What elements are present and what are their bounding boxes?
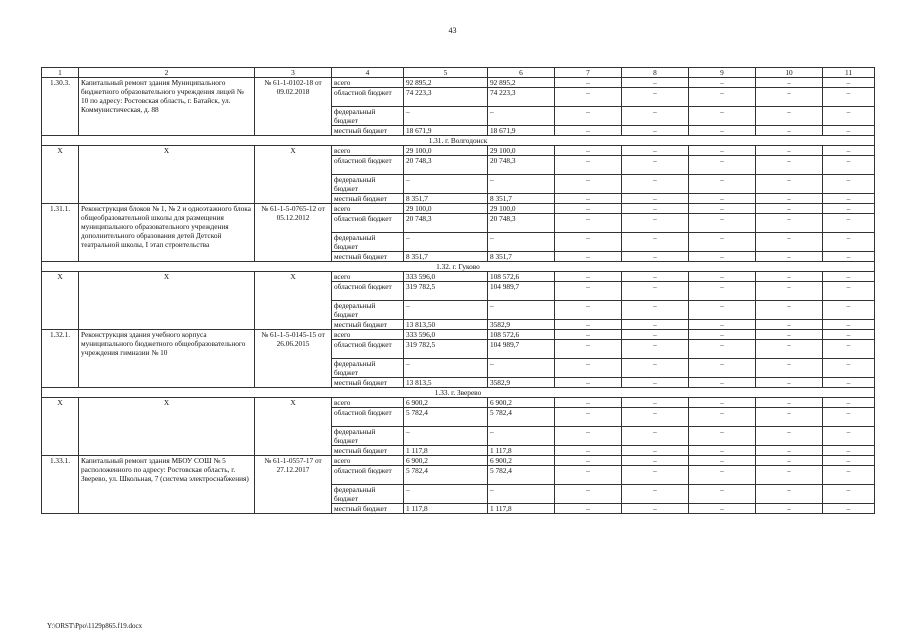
amount-cell: – — [756, 252, 823, 262]
column-header: 11 — [823, 68, 875, 78]
table-row — [42, 78, 875, 88]
amount-cell: – — [404, 233, 488, 252]
amount-cell: – — [622, 252, 689, 262]
amount-cell: – — [622, 359, 689, 378]
amount-cell: – — [622, 175, 689, 194]
amount-cell: 8 351,7 — [404, 194, 488, 204]
amount-cell: – — [689, 233, 756, 252]
amount-cell: 20 748,3 — [404, 214, 488, 233]
amount-cell: – — [488, 359, 555, 378]
amount-cell: 5 782,4 — [488, 408, 555, 427]
amount-cell: – — [689, 408, 756, 427]
amount-cell: – — [488, 107, 555, 126]
column-header: 5 — [404, 68, 488, 78]
row-number: 1.30.3. — [42, 78, 79, 136]
amount-cell: – — [622, 466, 689, 485]
amount-cell: 13 813,50 — [404, 320, 488, 330]
column-header: 1 — [42, 68, 79, 78]
funding-source: федеральный бюджет — [332, 359, 404, 378]
funding-source: федеральный бюджет — [332, 107, 404, 126]
amount-cell: – — [756, 88, 823, 107]
funding-source: федеральный бюджет — [332, 233, 404, 252]
amount-cell: 319 782,5 — [404, 340, 488, 359]
amount-cell: – — [756, 233, 823, 252]
amount-cell: – — [689, 378, 756, 388]
amount-cell: 74 223,3 — [488, 88, 555, 107]
amount-cell: – — [823, 194, 875, 204]
amount-cell: – — [756, 320, 823, 330]
amount-cell: – — [555, 378, 622, 388]
amount-cell: 20 748,3 — [488, 214, 555, 233]
group-row — [42, 136, 875, 146]
amount-cell: – — [555, 272, 622, 282]
amount-cell: 1 117,8 — [404, 504, 488, 514]
amount-cell: – — [622, 194, 689, 204]
object-name: X — [79, 146, 255, 204]
document-ref: № 61-1-5-0765-12 от 05.12.2012 — [255, 204, 332, 262]
table-row — [42, 204, 875, 214]
amount-cell: – — [823, 359, 875, 378]
amount-cell: – — [622, 233, 689, 252]
group-row — [42, 388, 875, 398]
amount-cell: – — [622, 320, 689, 330]
amount-cell: – — [823, 504, 875, 514]
amount-cell: – — [622, 88, 689, 107]
amount-cell: – — [555, 466, 622, 485]
amount-cell: – — [555, 485, 622, 504]
funding-source: федеральный бюджет — [332, 175, 404, 194]
object-name: X — [79, 398, 255, 456]
amount-cell: – — [555, 456, 622, 466]
funding-source: всего — [332, 330, 404, 340]
amount-cell: 92 895,2 — [488, 78, 555, 88]
amount-cell: – — [622, 340, 689, 359]
amount-cell: – — [622, 78, 689, 88]
amount-cell: – — [689, 146, 756, 156]
column-header: 7 — [555, 68, 622, 78]
amount-cell: – — [555, 214, 622, 233]
amount-cell: – — [488, 175, 555, 194]
funding-source: местный бюджет — [332, 504, 404, 514]
column-header: 6 — [488, 68, 555, 78]
object-name: X — [79, 272, 255, 330]
amount-cell: – — [823, 88, 875, 107]
funding-source: местный бюджет — [332, 194, 404, 204]
amount-cell: 5 782,4 — [488, 466, 555, 485]
row-number: 1.31.1. — [42, 204, 79, 262]
amount-cell: – — [488, 301, 555, 320]
amount-cell: 6 900,2 — [488, 456, 555, 466]
amount-cell: – — [823, 78, 875, 88]
amount-cell: – — [622, 214, 689, 233]
amount-cell: – — [555, 330, 622, 340]
amount-cell: 29 100,0 — [488, 146, 555, 156]
amount-cell: – — [404, 301, 488, 320]
amount-cell: – — [689, 282, 756, 301]
amount-cell: – — [823, 214, 875, 233]
amount-cell: – — [823, 126, 875, 136]
amount-cell: 6 900,2 — [404, 398, 488, 408]
funding-source: местный бюджет — [332, 126, 404, 136]
amount-cell: – — [488, 233, 555, 252]
funding-source: федеральный бюджет — [332, 485, 404, 504]
amount-cell: – — [756, 156, 823, 175]
amount-cell: – — [823, 485, 875, 504]
amount-cell: – — [622, 504, 689, 514]
amount-cell: – — [555, 320, 622, 330]
amount-cell: – — [689, 126, 756, 136]
document-ref: X — [255, 146, 332, 204]
amount-cell: – — [404, 485, 488, 504]
column-header: 4 — [332, 68, 404, 78]
amount-cell: – — [823, 446, 875, 456]
amount-cell: – — [756, 408, 823, 427]
amount-cell: – — [555, 359, 622, 378]
amount-cell: – — [622, 456, 689, 466]
amount-cell: – — [555, 175, 622, 194]
amount-cell: – — [404, 359, 488, 378]
object-name: Капитальный ремонт здания Муниципального бюджетного образовательного учреждения лицей № 10 по адресу: Ростовская область, г. Батайск, ул. Коммунистическая, д. 88 — [79, 78, 255, 136]
amount-cell: – — [756, 194, 823, 204]
amount-cell: – — [689, 88, 756, 107]
amount-cell: – — [555, 107, 622, 126]
amount-cell: – — [622, 156, 689, 175]
document-ref: № 61-1-0557-17 от 27.12.2017 — [255, 456, 332, 514]
amount-cell: – — [823, 233, 875, 252]
amount-cell: – — [622, 204, 689, 214]
amount-cell: – — [555, 78, 622, 88]
row-number: X — [42, 398, 79, 456]
amount-cell: – — [689, 485, 756, 504]
column-header: 8 — [622, 68, 689, 78]
amount-cell: 20 748,3 — [404, 156, 488, 175]
amount-cell: 20 748,3 — [488, 156, 555, 175]
amount-cell: 6 900,2 — [404, 456, 488, 466]
amount-cell: – — [622, 301, 689, 320]
amount-cell: – — [756, 175, 823, 194]
group-title: 1.32. г. Гуково — [42, 262, 875, 272]
amount-cell: – — [756, 504, 823, 514]
amount-cell: – — [622, 330, 689, 340]
amount-cell: – — [756, 107, 823, 126]
funding-source: федеральный бюджет — [332, 301, 404, 320]
row-number: X — [42, 272, 79, 330]
funding-source: местный бюджет — [332, 320, 404, 330]
object-name: Реконструкция блоков № 1, № 2 и одноэтажного блока общеобразовательной школы для размещения муниципального образовательного учреждения дополнительного образования детей Детской театральной школы, I этап строительства — [79, 204, 255, 262]
column-header: 3 — [255, 68, 332, 78]
amount-cell: – — [823, 466, 875, 485]
amount-cell: – — [689, 330, 756, 340]
funding-source: всего — [332, 272, 404, 282]
amount-cell: – — [823, 252, 875, 262]
amount-cell: – — [555, 398, 622, 408]
amount-cell: – — [689, 359, 756, 378]
amount-cell: – — [823, 398, 875, 408]
funding-source: областной бюджет — [332, 214, 404, 233]
column-header: 9 — [689, 68, 756, 78]
amount-cell: – — [823, 378, 875, 388]
amount-cell: – — [622, 446, 689, 456]
amount-cell: 18 671,9 — [404, 126, 488, 136]
amount-cell: 3582,9 — [488, 378, 555, 388]
amount-cell: 1 117,8 — [404, 446, 488, 456]
document-ref: X — [255, 272, 332, 330]
amount-cell: – — [756, 282, 823, 301]
file-path-footer: Y:\ORST\Ppo\1129p865.f19.docx — [47, 622, 143, 630]
amount-cell: – — [555, 408, 622, 427]
table-row — [42, 272, 875, 282]
amount-cell: – — [689, 175, 756, 194]
amount-cell: – — [823, 272, 875, 282]
amount-cell: – — [555, 156, 622, 175]
amount-cell: – — [555, 282, 622, 301]
amount-cell: – — [823, 107, 875, 126]
funding-source: всего — [332, 398, 404, 408]
funding-source: областной бюджет — [332, 340, 404, 359]
amount-cell: – — [555, 427, 622, 446]
page-number: 43 — [448, 26, 457, 35]
column-header: 2 — [79, 68, 255, 78]
amount-cell: – — [756, 126, 823, 136]
amount-cell: – — [555, 204, 622, 214]
table-row — [42, 398, 875, 408]
amount-cell: – — [823, 204, 875, 214]
document-ref: № 61-1-5-0145-15 от 26.06.2015 — [255, 330, 332, 388]
amount-cell: – — [689, 301, 756, 320]
amount-cell: 92 895,2 — [404, 78, 488, 88]
amount-cell: – — [555, 88, 622, 107]
amount-cell: – — [689, 320, 756, 330]
funding-source: областной бюджет — [332, 408, 404, 427]
amount-cell: – — [756, 485, 823, 504]
amount-cell: 1 117,8 — [488, 504, 555, 514]
row-number: 1.32.1. — [42, 330, 79, 388]
amount-cell: 3582,9 — [488, 320, 555, 330]
amount-cell: – — [756, 359, 823, 378]
amount-cell: – — [689, 252, 756, 262]
amount-cell: 29 100,0 — [404, 204, 488, 214]
amount-cell: – — [404, 175, 488, 194]
row-number: X — [42, 146, 79, 204]
amount-cell: – — [689, 214, 756, 233]
amount-cell: – — [756, 427, 823, 446]
amount-cell: – — [622, 126, 689, 136]
amount-cell: – — [823, 427, 875, 446]
amount-cell: 29 100,0 — [488, 204, 555, 214]
amount-cell: – — [622, 427, 689, 446]
amount-cell: – — [689, 204, 756, 214]
amount-cell: – — [622, 398, 689, 408]
amount-cell: – — [756, 340, 823, 359]
amount-cell: – — [555, 146, 622, 156]
amount-cell: – — [555, 446, 622, 456]
amount-cell: – — [689, 78, 756, 88]
document-ref: № 61-1-0102-18 от 09.02.2018 — [255, 78, 332, 136]
amount-cell: 5 782,4 — [404, 408, 488, 427]
funding-source: областной бюджет — [332, 282, 404, 301]
amount-cell: 104 989,7 — [488, 340, 555, 359]
amount-cell: – — [756, 204, 823, 214]
amount-cell: – — [404, 107, 488, 126]
amount-cell: – — [823, 156, 875, 175]
header-row — [42, 68, 875, 78]
amount-cell: – — [823, 282, 875, 301]
amount-cell: – — [689, 340, 756, 359]
amount-cell: 108 572,6 — [488, 272, 555, 282]
group-row — [42, 262, 875, 272]
amount-cell: – — [689, 456, 756, 466]
amount-cell: – — [823, 456, 875, 466]
financing-table — [41, 67, 875, 514]
amount-cell: – — [756, 214, 823, 233]
group-title: 1.33. г. Зверево — [42, 388, 875, 398]
amount-cell: – — [555, 340, 622, 359]
amount-cell: 333 596,0 — [404, 330, 488, 340]
amount-cell: – — [823, 408, 875, 427]
funding-source: всего — [332, 456, 404, 466]
amount-cell: – — [756, 398, 823, 408]
amount-cell: – — [555, 126, 622, 136]
funding-source: областной бюджет — [332, 156, 404, 175]
amount-cell: – — [756, 330, 823, 340]
amount-cell: – — [689, 446, 756, 456]
funding-source: областной бюджет — [332, 466, 404, 485]
amount-cell: 108 572,6 — [488, 330, 555, 340]
table-row — [42, 456, 875, 466]
table-row — [42, 330, 875, 340]
amount-cell: – — [689, 504, 756, 514]
amount-cell: 8 351,7 — [488, 252, 555, 262]
amount-cell: – — [622, 378, 689, 388]
funding-source: всего — [332, 146, 404, 156]
amount-cell: – — [756, 301, 823, 320]
amount-cell: – — [756, 146, 823, 156]
amount-cell: – — [488, 485, 555, 504]
amount-cell: – — [823, 340, 875, 359]
amount-cell: – — [823, 320, 875, 330]
funding-source: местный бюджет — [332, 252, 404, 262]
amount-cell: 319 782,5 — [404, 282, 488, 301]
funding-source: всего — [332, 204, 404, 214]
amount-cell: – — [823, 301, 875, 320]
funding-source: федеральный бюджет — [332, 427, 404, 446]
amount-cell: – — [823, 175, 875, 194]
amount-cell: – — [689, 272, 756, 282]
amount-cell: 29 100,0 — [404, 146, 488, 156]
amount-cell: – — [689, 466, 756, 485]
amount-cell: 6 900,2 — [488, 398, 555, 408]
group-title: 1.31. г. Волгодонск — [42, 136, 875, 146]
amount-cell: – — [756, 446, 823, 456]
amount-cell: 18 671,9 — [488, 126, 555, 136]
amount-cell: – — [555, 233, 622, 252]
amount-cell: – — [823, 146, 875, 156]
amount-cell: 8 351,7 — [488, 194, 555, 204]
amount-cell: – — [689, 156, 756, 175]
document-ref: X — [255, 398, 332, 456]
funding-source: всего — [332, 78, 404, 88]
funding-source: местный бюджет — [332, 378, 404, 388]
amount-cell: 104 989,7 — [488, 282, 555, 301]
amount-cell: – — [689, 427, 756, 446]
object-name: Реконструкция здания учебного корпуса муниципального бюджетного общеобразовательного учреждения гимназии № 10 — [79, 330, 255, 388]
amount-cell: – — [689, 398, 756, 408]
funding-source: областной бюджет — [332, 88, 404, 107]
amount-cell: – — [404, 427, 488, 446]
amount-cell: – — [689, 194, 756, 204]
amount-cell: – — [756, 456, 823, 466]
column-header: 10 — [756, 68, 823, 78]
amount-cell: – — [622, 485, 689, 504]
amount-cell: – — [689, 107, 756, 126]
amount-cell: 333 596,0 — [404, 272, 488, 282]
amount-cell: – — [756, 272, 823, 282]
amount-cell: 13 813,5 — [404, 378, 488, 388]
row-number: 1.33.1. — [42, 456, 79, 514]
amount-cell: – — [555, 194, 622, 204]
funding-source: местный бюджет — [332, 446, 404, 456]
table-row — [42, 146, 875, 156]
amount-cell: – — [622, 107, 689, 126]
amount-cell: 74 223,3 — [404, 88, 488, 107]
amount-cell: – — [622, 272, 689, 282]
amount-cell: 1 117,8 — [488, 446, 555, 456]
amount-cell: 8 351,7 — [404, 252, 488, 262]
amount-cell: – — [823, 330, 875, 340]
amount-cell: – — [622, 408, 689, 427]
amount-cell: – — [756, 78, 823, 88]
amount-cell: – — [622, 146, 689, 156]
amount-cell: – — [555, 504, 622, 514]
object-name: Капитальный ремонт здания МБОУ СОШ № 5 расположенного по адресу: Ростовская область, г. Зверево, ул. Школьная, 7 (система электроснабжения) — [79, 456, 255, 514]
amount-cell: – — [756, 378, 823, 388]
amount-cell: – — [488, 427, 555, 446]
amount-cell: 5 782,4 — [404, 466, 488, 485]
amount-cell: – — [622, 282, 689, 301]
amount-cell: – — [555, 301, 622, 320]
amount-cell: – — [756, 466, 823, 485]
amount-cell: – — [555, 252, 622, 262]
